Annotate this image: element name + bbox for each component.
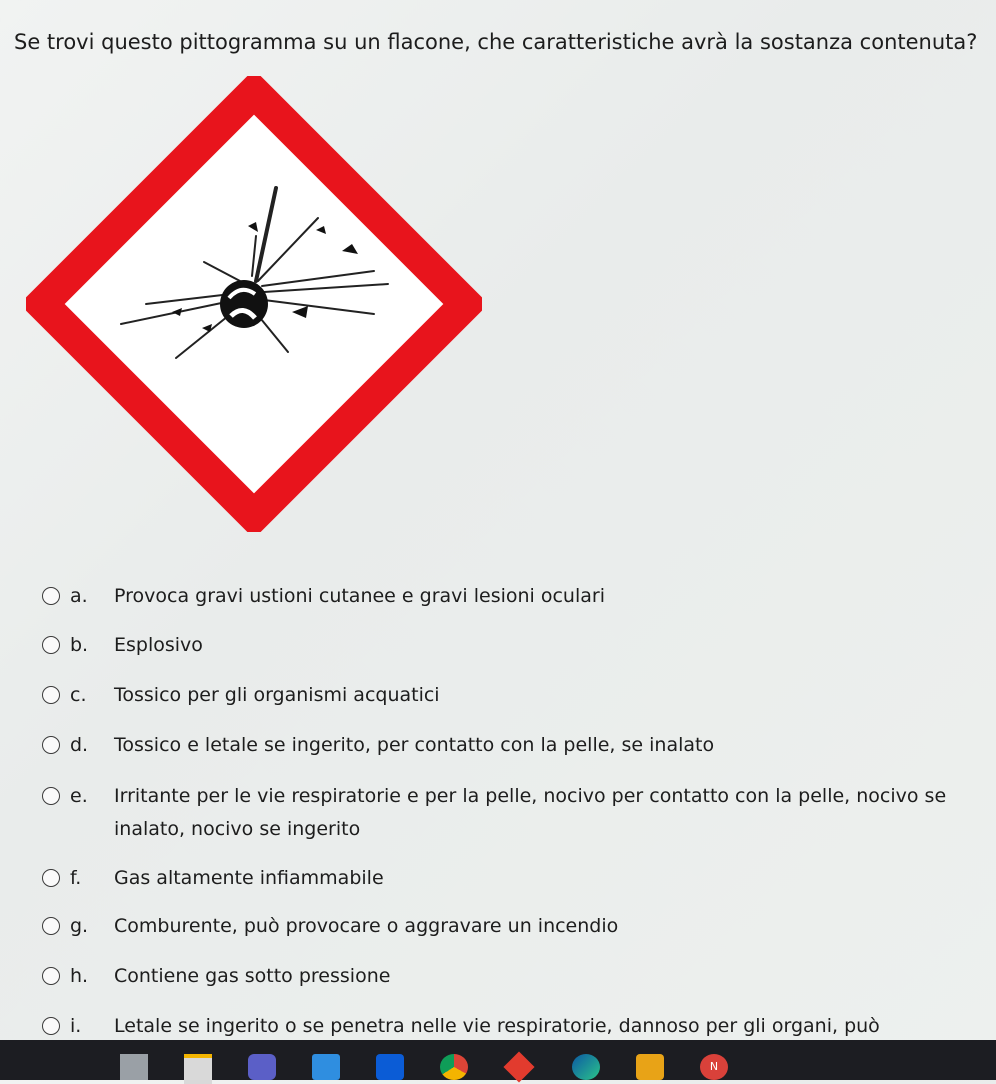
option-letter: i. [70,1015,82,1037]
teams-icon[interactable] [248,1054,276,1080]
radio-button[interactable] [42,869,60,887]
option-g[interactable] [42,910,972,943]
radio-button[interactable] [42,686,60,704]
option-b[interactable] [42,629,972,662]
radio-button[interactable] [42,587,60,605]
option-text: Irritante per le vie respiratorie e per la pelle, nocivo per contatto con la pelle, nocivo se inalato, nocivo se ingerito [114,785,947,840]
option-letter: b. [70,634,89,656]
taskbar [0,1040,996,1080]
dropbox-icon[interactable] [376,1054,404,1080]
option-letter: h. [70,965,89,987]
option-text: Letale se ingerito o se penetra nelle vie respiratorie, dannoso per gli organi, può [114,1015,880,1037]
option-f[interactable] [42,862,972,895]
option-h[interactable] [42,960,972,993]
radio-button[interactable] [42,787,60,805]
chrome-icon[interactable] [440,1054,468,1080]
radio-button[interactable] [42,736,60,754]
option-e[interactable] [42,780,972,846]
option-text: Provoca gravi ustioni cutanee e gravi lesioni oculari [114,585,605,607]
option-text: Tossico e letale se ingerito, per contatto con la pelle, se inalato [114,734,715,756]
option-letter: f. [70,867,82,889]
radio-button[interactable] [42,967,60,985]
exploding-bomb-pictogram [26,76,482,532]
file-explorer-icon[interactable] [120,1054,148,1080]
option-c[interactable] [42,679,972,712]
option-letter: c. [70,684,87,706]
option-d[interactable] [42,729,972,762]
option-letter: e. [70,785,88,807]
option-letter: g. [70,915,89,937]
radio-button[interactable] [42,917,60,935]
question-text: Se trovi questo pittogramma su un flacone, che caratteristiche avrà la sostanza contenuta? [14,30,978,54]
app-diamond-icon[interactable] [503,1051,534,1082]
store-icon[interactable] [312,1054,340,1080]
game-icon[interactable] [636,1054,664,1080]
radio-button[interactable] [42,636,60,654]
radio-button[interactable] [42,1017,60,1035]
option-text: Esplosivo [114,634,203,656]
option-letter: d. [70,734,89,756]
option-text: Tossico per gli organismi acquatici [114,684,440,706]
option-letter: a. [70,585,88,607]
option-text: Gas altamente infiammabile [114,867,384,889]
option-text: Contiene gas sotto pressione [114,965,391,987]
option-i[interactable] [42,1010,972,1043]
app-notification-icon[interactable]: N [700,1054,728,1080]
option-a[interactable] [42,580,972,613]
option-text: Comburente, può provocare o aggravare un incendio [114,915,619,937]
edge-icon[interactable] [572,1054,600,1080]
